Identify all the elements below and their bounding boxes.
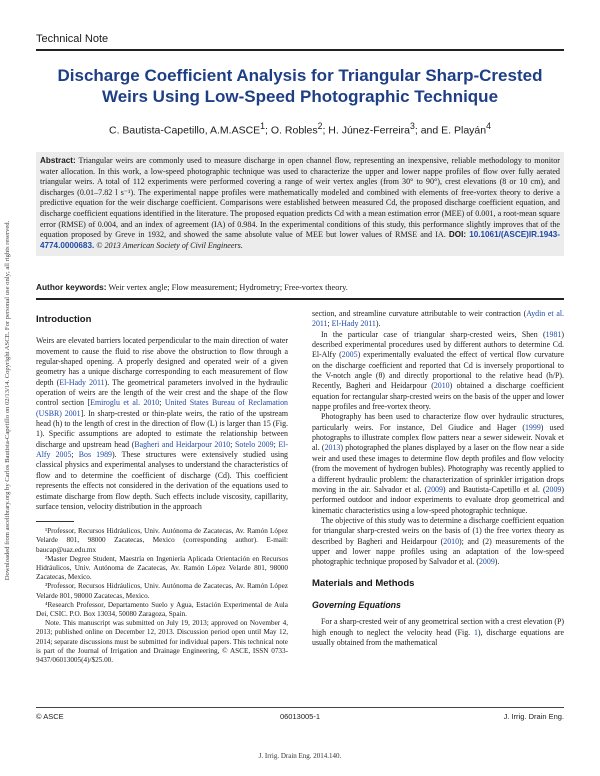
author-separator: ; and [414,124,442,137]
citation-link[interactable]: El-Hady 2011 [331,319,376,329]
author-affiliation: 4 [486,121,491,131]
text-run: ; [273,439,279,449]
text-run: The objective of this study was to determine a discharge coefficient equation for triangular sharp-crested weirs on the basis of (1) the free vortex theory as described by Bagheri and Heidarpour ( [312,515,564,546]
citation-link[interactable]: Bos 1989 [78,450,112,460]
text-run: ) obtained a discharge coefficient equation for rectangular sharp-crested weirs on the basis of the upper and lower nappe profiles and free-vortex theory. [312,381,565,412]
citation-link[interactable]: 1999 [524,422,541,432]
citation-link[interactable]: Aydin et al. 2011 [312,309,564,329]
doi-label: DOI: [448,230,467,240]
citation-link[interactable]: United States Bureau of Reclamation (USBR) 2001 [36,398,288,418]
text-run: Photography has been used to characterize flow over hydraulic structures, particularly weirs. For instance, Del Giudice and Hager ( [312,412,564,432]
citation-link[interactable]: 2010 [443,536,460,546]
citation-link[interactable]: 2013 [324,443,341,453]
text-run: ; [327,319,332,329]
download-sidebar [0,140,16,660]
governing-equations-heading: Governing Equations [312,599,401,610]
paragraph [312,412,564,515]
abstract-label: Abstract: [40,156,76,165]
doi-link[interactable]: 10.1061/(ASCE)IR.1943-4774.0000683. [40,230,560,250]
section-label: Technical Note [36,33,109,45]
introduction-heading: Introduction [36,314,92,325]
author-separator: ; [265,124,271,137]
paragraph [312,309,564,330]
author-name: O. Robles [270,124,318,137]
keywords-label: Author keywords: [36,282,107,292]
footer-copyright: © ASCE [36,712,64,721]
page-number: 06013005-1 [279,712,321,721]
text-run: Weirs are elevated barriers located perpendicular to the main direction of water movement to cause the fluid to rise above the obstruction to flow through a regular-shaped opening. A properly designed and operated weir of a given geometry has a unique discharge corresponding to each measurement of flow depth ( [36,336,288,387]
text-run: ). [375,319,381,329]
footnote: ³Professor, Recursos Hidráulicos, Univ. Autónoma de Zacatecas, Av. Ramón López Velarde 801, 98000 Zacatecas, Mexico. [36,582,288,600]
citation-link[interactable]: 2009 [427,484,443,494]
keywords-divider [36,298,564,300]
text-run: ). These structures were extensively studied using classical physics and experimental analyses to understand the characteristics of flow and to determine the coefficient of discharge (Cd). This coefficient represents the effects not considered in the derivation of the equations used to estimate discharge from flow depth. Such effects include viscosity, capillarity, surface tension, velocity distribution in the approach [36,450,289,511]
materials-methods-heading: Materials and Methods [312,577,415,589]
text-run: ) used photographs to illustrate complex flow patters near a sewer sideweir. Novak et al. ( [312,422,564,453]
paragraph [312,516,564,568]
citation-link[interactable]: 1981 [545,329,562,339]
footer-journal: J. Irrig. Drain Eng. [503,712,564,721]
author-name: E. Playán [441,124,487,137]
footnote: ²Master Degree Student, Maestría en Ingeniería Aplicada Orientación en Recursos Hidráulicos, Univ. Autónoma de Zacatecas, Av. Ramón López Velarde 801, 98000 Zacatecas, Mexico. [36,554,288,582]
top-divider [36,49,564,51]
text-run: ]. In sharp-crested or thin-plate weirs, the ratio of the upstream head (h) to the length of crest in the direction of flow (L) is larger than 15 (Fig. 1). Specific assumptions are adopted to estimate the relationship between discharge and upstream head ( [36,408,288,449]
citation-link[interactable]: 2010 [433,381,450,391]
text-run: ) performed outdoor and indoor experiments to evaluate drop geometrical and kinematic characteristics using a low-speed photographic technique. [312,484,564,515]
author-affiliation: 1 [260,121,266,131]
paragraph [312,617,564,648]
text-run: ) and Bautista-Capetillo et al. ( [442,484,546,494]
text-run: ; [159,398,165,408]
text-run: ) photographed the planes displayed by a laser on the flow near a side weir and used these images to determine flow depth profiles and flow velocity (from the movement of hydrogen bubles). Photography was recently applied to a different hydraulic problem: the characterization of sprinkler irrigation drops moving in the air. Salvador et al. ( [312,443,564,494]
author-affiliation: 2 [317,121,323,131]
journal-citation: J. Irrig. Drain Eng. 2014.140. [258,752,342,760]
footnote: ¹Professor, Recursos Hidráulicos, Univ. Autónoma de Zacatecas, Av. Ramón López Velarde 801, 98000 Zacatecas, Mexico (corresponding author). E-mail: baucap@uaz.edu.mx [36,527,288,554]
right-column [312,309,564,648]
keywords-text: Weir vertex angle; Flow measurement; Hydrometry; Free-vortex theory. [108,283,348,292]
text-run: For a sharp-crested weir of any geometrical section with a crest elevation (P) high enough to neglect the velocity head (Fig. [312,617,564,637]
text-run: ; [230,439,236,449]
text-run: ; [71,450,79,460]
abstract-text: Triangular weirs are commonly used to measure discharge in open channel flow, representing an inexpensive, reliable methodology to monitor water allocation. In this work, a low-speed photographic technique was used to characterize the upper and lower nappe profiles of flow over fully aerated triangular weirs. A total of 112 experiments were performed covering a range of weir vertex angles (from 30° to 90°), crest elevations (8 or 10 cm), and discharges (0.01–7.82 l s⁻¹). The experimental nappe profiles were mathematically modeled and combined with elements of free-vortex theory to derive a predictive equation for the weir discharge coefficient. Comparisons were established between measured Cd, the proposed discharge coefficient equation, and discharge coefficient equations identified in the literature. The proposed equation predicts Cd with a mean estimation error (MEE) of 0.001, a root-mean square error (RMSE) of 0.004, and an index of agreement (IA) of 0.984. In the experimental conditions of this study, this performance slightly improves that of the equation proposed by Greve in 1932, and showed the same absolute value of MEE but lower values of RMSE and IA. [40,156,561,240]
text-run: ); and (2) measurements of the upper and lower nappe profiles using an adaptation of the low-speed photographic technique proposed by Salvador et al. ( [312,536,564,567]
author-name: C. Bautista-Capetillo, A.M.ASCE [109,124,261,137]
citation-link[interactable]: 2009 [478,557,495,567]
footnote: ⁴Research Professor, Departamento Suelo y Agua, Estación Experimental de Aula Dei, CSIC. P.O. Box 13034, 50080 Zaragoza, Spain. [36,600,288,619]
footer-divider [36,707,564,708]
footnote-divider [36,521,74,522]
text-run: ). [494,557,500,567]
submission-note: Note. This manuscript was submitted on July 19, 2013; approved on November 4, 2013; published online on December 12, 2013. Discussion period open until May 12, 2014; separate discussions must be submitted for individual papers. This technical note is part of the Journal of Irrigation and Drainage Engineering, © ASCE, ISSN 0733-9437/06013005(4)/$25.00. [36,619,288,665]
figure-link[interactable]: 1 [473,627,478,637]
citation-link[interactable]: Emiroglu et al. 2010 [90,398,160,408]
text-run: ). The geometrical parameters involved in the hydraulic operation of weirs are the length of the weir crest and the shape of the flow control section [ [36,377,288,408]
citation-link[interactable]: 2009 [545,484,562,494]
author-affiliation: 3 [410,121,415,131]
left-column [36,309,288,665]
download-notice: Downloaded from ascelibrary.org by Carlos Bautista-Capetillo on 02/13/14. Copyright ASCE. For personal use only; all rights reserved. [4,220,12,580]
citation-link[interactable]: Bagheri and Heidarpour 2010 [134,439,231,449]
author-name: H. Júnez-Ferreira [328,124,410,137]
text-run: In the particular case of triangular sharp-crested weirs, Shen ( [321,329,546,339]
author-separator: ; [322,124,329,137]
keywords-block [36,282,564,293]
intro-paragraph [36,336,288,512]
citation-link[interactable]: El-Hady 2011 [59,377,105,387]
author-list [40,119,560,138]
citation-link[interactable]: Sotelo 2009 [235,439,274,449]
paper-title: Discharge Coefficient Analysis for Triangular Sharp-Crested Weirs Using Low-Speed Photographic Technique [57,66,543,106]
abstract-block [36,152,564,256]
abstract-copyright: © 2013 American Society of Civil Engineers. [96,240,243,250]
paragraph [312,330,564,413]
citation-link[interactable]: El-Alfy 2005 [36,439,288,460]
citation-link[interactable]: 2005 [341,350,358,360]
text-run: ), discharge equations are usually obtained from the mathematical [312,627,564,647]
text-run: ) experimentally evaluated the effect of vertical flow curvature on the discharge coefficient and reported that Cd is inversely proportional to the V-notch angle (θ) and directly proportional to the relative head (h/P). Recently, Bagheri and Heidarpour ( [312,350,564,391]
text-run: ) described experimental procedures used by different authors to determine Cd. El-Alfy ( [312,329,564,360]
text-run: section, and streamline curvature attributable to weir contraction ( [312,309,527,318]
